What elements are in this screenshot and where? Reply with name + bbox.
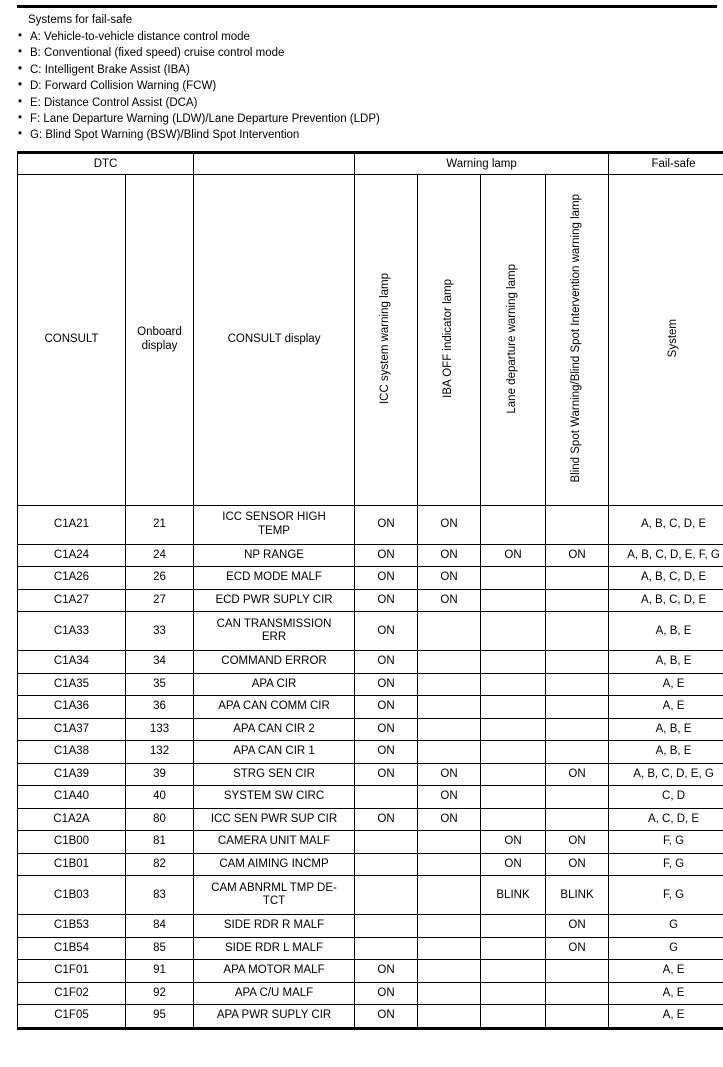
sub-header-icc-label: ICC system warning lamp [380,273,392,404]
cell-consult-display [194,876,355,915]
sub-header-bsw-label: Blind Spot Warning/Blind Spot Intervention warning lamp [571,194,583,483]
cell-consult-display-line1: ICC SEN PWR SUP CIR [211,813,337,825]
sub-header-onboard-line2: display [142,340,178,352]
group-header-dtc: DTC [18,152,194,174]
group-header-row [18,152,723,174]
cell-bsw-bsi-warning-lamp [546,696,609,719]
table-row [18,915,723,938]
cell-iba-off-indicator-lamp [418,673,481,696]
cell-consult-dtc: C1A39 [18,763,126,786]
sub-header-lane-departure-warning-lamp [481,174,546,505]
cell-lane-departure-warning-lamp [481,718,546,741]
cell-icc-system-warning-lamp: ON [355,763,418,786]
cell-icc-system-warning-lamp: ON [355,741,418,764]
cell-icc-system-warning-lamp: ON [355,696,418,719]
cell-lane-departure-warning-lamp [481,982,546,1005]
cell-icc-system-warning-lamp: ON [355,589,418,612]
cell-consult-display-line1: APA CAN COMM CIR [218,700,330,712]
cell-icc-system-warning-lamp: ON [355,982,418,1005]
cell-icc-system-warning-lamp: ON [355,544,418,567]
table-row [18,567,723,590]
cell-fail-safe-system: A, B, E [609,612,723,651]
table-row [18,853,723,876]
cell-onboard-display: 82 [126,853,194,876]
table-row [18,876,723,915]
cell-lane-departure-warning-lamp [481,786,546,809]
cell-iba-off-indicator-lamp [418,876,481,915]
table-row [18,673,723,696]
cell-bsw-bsi-warning-lamp: ON [546,763,609,786]
cell-bsw-bsi-warning-lamp [546,589,609,612]
cell-fail-safe-system: F, G [609,853,723,876]
cell-lane-departure-warning-lamp [481,612,546,651]
legend-item-label: G: Blind Spot Warning (BSW)/Blind Spot Intervention [30,129,299,141]
cell-consult-display-line1: COMMAND ERROR [221,655,326,667]
table-row [18,589,723,612]
cell-consult-dtc: C1A38 [18,741,126,764]
legend-item [18,62,723,78]
cell-consult-dtc: C1A36 [18,696,126,719]
table-row [18,786,723,809]
cell-bsw-bsi-warning-lamp: ON [546,937,609,960]
cell-iba-off-indicator-lamp: ON [418,505,481,544]
group-header-spacer [194,152,355,174]
table-head [18,152,723,505]
cell-consult-display-line2: TCT [263,895,285,907]
cell-consult-display-line2: ERR [262,631,286,643]
cell-bsw-bsi-warning-lamp [546,567,609,590]
cell-icc-system-warning-lamp: ON [355,808,418,831]
sub-header-bsw-bsi-warning-lamp [546,174,609,505]
cell-consult-display-line1: APA PWR SUPLY CIR [217,1009,331,1021]
cell-icc-system-warning-lamp: ON [355,567,418,590]
cell-fail-safe-system: A, B, E [609,718,723,741]
cell-consult-display-line1: APA CAN CIR 2 [233,723,315,735]
legend-item-label: E: Distance Control Assist (DCA) [30,97,197,109]
cell-icc-system-warning-lamp: ON [355,718,418,741]
cell-onboard-display: 34 [126,651,194,674]
cell-consult-display [194,741,355,764]
cell-onboard-display: 81 [126,831,194,854]
cell-onboard-display: 84 [126,915,194,938]
sub-header-ldw-label: Lane departure warning lamp [507,264,519,414]
cell-onboard-display: 21 [126,505,194,544]
cell-fail-safe-system: G [609,937,723,960]
cell-consult-dtc: C1A27 [18,589,126,612]
cell-icc-system-warning-lamp [355,876,418,915]
table-row [18,612,723,651]
legend-item [18,45,723,61]
cell-iba-off-indicator-lamp [418,718,481,741]
table-row [18,1005,723,1029]
cell-onboard-display: 39 [126,763,194,786]
cell-onboard-display: 35 [126,673,194,696]
cell-consult-display-line1: APA C/U MALF [235,987,313,999]
cell-onboard-display: 27 [126,589,194,612]
cell-bsw-bsi-warning-lamp [546,612,609,651]
cell-consult-dtc: C1A2A [18,808,126,831]
cell-bsw-bsi-warning-lamp: ON [546,915,609,938]
cell-consult-dtc: C1B00 [18,831,126,854]
cell-consult-display [194,567,355,590]
cell-iba-off-indicator-lamp: ON [418,786,481,809]
cell-bsw-bsi-warning-lamp [546,808,609,831]
cell-iba-off-indicator-lamp [418,741,481,764]
cell-fail-safe-system: C, D [609,786,723,809]
cell-consult-display [194,937,355,960]
cell-bsw-bsi-warning-lamp [546,786,609,809]
cell-fail-safe-system: G [609,915,723,938]
cell-fail-safe-system: A, B, C, D, E [609,567,723,590]
cell-bsw-bsi-warning-lamp [546,673,609,696]
table-body [18,505,723,1028]
cell-consult-display [194,1005,355,1029]
cell-lane-departure-warning-lamp [481,915,546,938]
cell-icc-system-warning-lamp: ON [355,651,418,674]
sub-header-onboard-line1: Onboard [137,326,182,338]
cell-iba-off-indicator-lamp [418,831,481,854]
cell-fail-safe-system: A, B, C, D, E, F, G [609,544,723,567]
bullet-icon: • [18,28,22,44]
sub-header-system [609,174,723,505]
cell-consult-display [194,831,355,854]
group-header-fail-safe: Fail-safe [609,152,723,174]
cell-consult-display [194,612,355,651]
cell-iba-off-indicator-lamp [418,612,481,651]
legend-item-label: F: Lane Departure Warning (LDW)/Lane Departure Prevention (LDP) [30,113,380,125]
table-row [18,651,723,674]
legend-item [18,95,723,111]
cell-onboard-display: 83 [126,876,194,915]
cell-iba-off-indicator-lamp [418,915,481,938]
bullet-icon: • [18,94,22,110]
cell-bsw-bsi-warning-lamp [546,505,609,544]
cell-fail-safe-system: A, C, D, E [609,808,723,831]
sub-header-row [18,174,723,505]
cell-consult-display [194,718,355,741]
dtc-fail-safe-table [17,151,723,1030]
sub-header-consult-display [194,174,355,505]
table-row [18,544,723,567]
cell-onboard-display: 26 [126,567,194,590]
cell-iba-off-indicator-lamp [418,937,481,960]
cell-consult-display-line1: SIDE RDR R MALF [224,919,324,931]
cell-icc-system-warning-lamp [355,937,418,960]
intro-title: Systems for fail-safe [28,13,723,28]
cell-consult-display-line1: SIDE RDR L MALF [225,942,323,954]
cell-fail-safe-system: A, B, C, D, E [609,589,723,612]
cell-consult-display [194,982,355,1005]
cell-fail-safe-system: A, B, E [609,741,723,764]
cell-onboard-display: 85 [126,937,194,960]
bullet-icon: • [18,44,22,60]
cell-consult-display-line1: ECD MODE MALF [226,571,322,583]
systems-legend-list [0,29,723,144]
cell-consult-display-line1: APA MOTOR MALF [223,964,324,976]
cell-consult-display [194,960,355,983]
cell-bsw-bsi-warning-lamp [546,718,609,741]
cell-consult-display [194,544,355,567]
cell-consult-display-line1: CAMERA UNIT MALF [218,835,330,847]
cell-consult-display [194,853,355,876]
legend-item-label: B: Conventional (fixed speed) cruise control mode [30,47,284,59]
cell-lane-departure-warning-lamp [481,567,546,590]
bullet-icon: • [18,61,22,77]
cell-lane-departure-warning-lamp [481,505,546,544]
table-row [18,982,723,1005]
cell-iba-off-indicator-lamp: ON [418,544,481,567]
sub-header-system-label: System [668,319,680,357]
cell-fail-safe-system: A, B, C, D, E, G [609,763,723,786]
cell-fail-safe-system: A, E [609,982,723,1005]
cell-onboard-display: 95 [126,1005,194,1029]
cell-onboard-display: 40 [126,786,194,809]
cell-iba-off-indicator-lamp [418,960,481,983]
table-row [18,718,723,741]
cell-consult-display [194,696,355,719]
cell-bsw-bsi-warning-lamp [546,1005,609,1029]
cell-bsw-bsi-warning-lamp: ON [546,853,609,876]
cell-lane-departure-warning-lamp: ON [481,544,546,567]
cell-iba-off-indicator-lamp: ON [418,567,481,590]
cell-consult-display-line1: APA CIR [252,678,297,690]
cell-lane-departure-warning-lamp [481,696,546,719]
cell-bsw-bsi-warning-lamp [546,651,609,674]
cell-bsw-bsi-warning-lamp: ON [546,544,609,567]
table-row [18,831,723,854]
cell-consult-display-line1: APA CAN CIR 1 [233,745,315,757]
legend-item-label: D: Forward Collision Warning (FCW) [30,80,216,92]
table-row [18,741,723,764]
cell-consult-dtc: C1A26 [18,567,126,590]
cell-lane-departure-warning-lamp [481,960,546,983]
cell-lane-departure-warning-lamp [481,741,546,764]
cell-consult-display [194,651,355,674]
cell-lane-departure-warning-lamp [481,937,546,960]
cell-iba-off-indicator-lamp: ON [418,763,481,786]
legend-item [18,111,723,127]
cell-consult-dtc: C1F05 [18,1005,126,1029]
cell-consult-dtc: C1A34 [18,651,126,674]
cell-lane-departure-warning-lamp [481,763,546,786]
cell-consult-display-line1: ICC SENSOR HIGH [222,511,326,523]
cell-iba-off-indicator-lamp [418,982,481,1005]
cell-fail-safe-system: A, E [609,696,723,719]
cell-consult-dtc: C1A40 [18,786,126,809]
cell-onboard-display: 132 [126,741,194,764]
cell-consult-display [194,915,355,938]
cell-consult-display [194,786,355,809]
cell-consult-dtc: C1A35 [18,673,126,696]
cell-consult-display-line1: ECD PWR SUPLY CIR [215,594,332,606]
cell-iba-off-indicator-lamp: ON [418,808,481,831]
table-row [18,960,723,983]
cell-consult-display-line1: CAN TRANSMISSION [217,618,332,630]
cell-consult-display-line1: SYSTEM SW CIRC [224,790,324,802]
cell-fail-safe-system: F, G [609,876,723,915]
cell-consult-display-line2: TEMP [258,525,290,537]
cell-consult-dtc: C1B53 [18,915,126,938]
cell-icc-system-warning-lamp [355,853,418,876]
cell-consult-dtc: C1A24 [18,544,126,567]
cell-icc-system-warning-lamp: ON [355,960,418,983]
cell-icc-system-warning-lamp: ON [355,1005,418,1029]
cell-onboard-display: 33 [126,612,194,651]
table-row [18,937,723,960]
sub-header-consult-display-label: CONSULT display [228,333,321,345]
cell-fail-safe-system: A, E [609,1005,723,1029]
sub-header-icc-system-warning-lamp [355,174,418,505]
cell-consult-dtc: C1F02 [18,982,126,1005]
cell-consult-display-line1: CAM ABNRML TMP DE- [211,882,337,894]
legend-item [18,127,723,143]
cell-lane-departure-warning-lamp: ON [481,853,546,876]
cell-fail-safe-system: F, G [609,831,723,854]
legend-item-label: C: Intelligent Brake Assist (IBA) [30,64,190,76]
table-row [18,763,723,786]
cell-onboard-display: 92 [126,982,194,1005]
cell-lane-departure-warning-lamp: ON [481,831,546,854]
cell-lane-departure-warning-lamp [481,673,546,696]
cell-bsw-bsi-warning-lamp: BLINK [546,876,609,915]
sub-header-consult [18,174,126,505]
cell-consult-display [194,808,355,831]
legend-item-label: A: Vehicle-to-vehicle distance control mode [30,31,250,43]
cell-icc-system-warning-lamp: ON [355,612,418,651]
cell-iba-off-indicator-lamp [418,651,481,674]
table-row [18,505,723,544]
cell-bsw-bsi-warning-lamp: ON [546,831,609,854]
cell-consult-display [194,589,355,612]
legend-item [18,29,723,45]
cell-fail-safe-system: A, B, C, D, E [609,505,723,544]
cell-iba-off-indicator-lamp [418,853,481,876]
cell-lane-departure-warning-lamp [481,808,546,831]
cell-onboard-display: 133 [126,718,194,741]
sub-header-iba-off-indicator-lamp [418,174,481,505]
top-divider-rule [17,5,717,8]
cell-consult-display [194,673,355,696]
cell-icc-system-warning-lamp [355,831,418,854]
cell-bsw-bsi-warning-lamp [546,982,609,1005]
cell-iba-off-indicator-lamp [418,1005,481,1029]
cell-onboard-display: 24 [126,544,194,567]
cell-consult-dtc: C1A33 [18,612,126,651]
dtc-table-wrapper [17,151,720,1030]
cell-consult-display-line1: CAM AIMING INCMP [219,858,328,870]
sub-header-onboard-display [126,174,194,505]
cell-consult-display [194,763,355,786]
cell-bsw-bsi-warning-lamp [546,741,609,764]
cell-consult-dtc: C1B54 [18,937,126,960]
cell-consult-dtc: C1F01 [18,960,126,983]
cell-lane-departure-warning-lamp [481,651,546,674]
cell-consult-dtc: C1A37 [18,718,126,741]
legend-item [18,78,723,94]
cell-iba-off-indicator-lamp [418,696,481,719]
bullet-icon: • [18,110,22,126]
table-row [18,808,723,831]
table-row [18,696,723,719]
intro-section [0,5,723,144]
cell-fail-safe-system: A, E [609,960,723,983]
cell-fail-safe-system: A, E [609,673,723,696]
sub-header-iba-label: IBA OFF indicator lamp [443,279,455,398]
cell-icc-system-warning-lamp [355,786,418,809]
cell-consult-dtc: C1A21 [18,505,126,544]
cell-onboard-display: 80 [126,808,194,831]
cell-consult-dtc: C1B01 [18,853,126,876]
cell-icc-system-warning-lamp [355,915,418,938]
cell-consult-display [194,505,355,544]
cell-consult-dtc: C1B03 [18,876,126,915]
cell-onboard-display: 36 [126,696,194,719]
cell-lane-departure-warning-lamp: BLINK [481,876,546,915]
sub-header-consult-label: CONSULT [44,333,98,345]
cell-consult-display-line1: STRG SEN CIR [233,768,315,780]
cell-lane-departure-warning-lamp [481,589,546,612]
cell-bsw-bsi-warning-lamp [546,960,609,983]
bullet-icon: • [18,77,22,93]
cell-lane-departure-warning-lamp [481,1005,546,1029]
cell-onboard-display: 91 [126,960,194,983]
cell-icc-system-warning-lamp: ON [355,673,418,696]
cell-icc-system-warning-lamp: ON [355,505,418,544]
cell-consult-display-line1: NP RANGE [244,549,304,561]
group-header-warning-lamp: Warning lamp [355,152,609,174]
bullet-icon: • [18,126,22,142]
cell-iba-off-indicator-lamp: ON [418,589,481,612]
cell-fail-safe-system: A, B, E [609,651,723,674]
